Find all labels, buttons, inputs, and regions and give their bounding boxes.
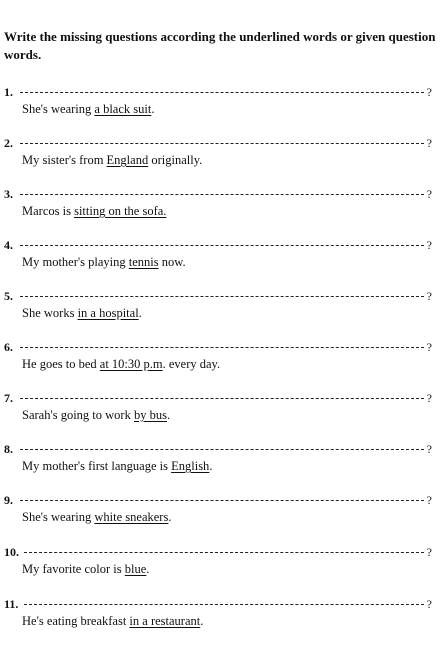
question-mark: ? bbox=[426, 85, 432, 99]
given-sentence bbox=[22, 253, 186, 271]
underlined-words: tennis bbox=[128, 255, 159, 269]
instructions: Write the missing questions according the underlined words or given question words. bbox=[4, 29, 436, 62]
sentence-text-before: She works bbox=[22, 306, 78, 320]
answer-line[interactable] bbox=[4, 492, 432, 508]
answer-line[interactable] bbox=[4, 186, 432, 202]
item-number: 9. bbox=[4, 493, 13, 507]
underlined-words: in a hospital bbox=[77, 306, 139, 320]
underlined-words: England bbox=[106, 153, 149, 167]
question-mark: ? bbox=[426, 442, 432, 456]
answer-line[interactable] bbox=[4, 544, 432, 560]
answer-line[interactable] bbox=[4, 339, 432, 355]
underlined-words: blue bbox=[124, 562, 147, 576]
sentence-text-before: He's eating breakfast bbox=[22, 614, 130, 628]
sentence-text-after: . bbox=[146, 562, 150, 576]
given-sentence bbox=[22, 508, 171, 526]
given-sentence bbox=[22, 457, 212, 475]
sentence-text-after: . bbox=[168, 510, 172, 524]
given-sentence bbox=[22, 406, 170, 424]
item-number: 2. bbox=[4, 136, 13, 150]
item-number: 1. bbox=[4, 85, 13, 99]
answer-blank bbox=[20, 449, 424, 450]
question-item bbox=[4, 135, 432, 175]
answer-blank bbox=[20, 194, 424, 195]
answer-line[interactable] bbox=[4, 390, 432, 406]
answer-blank bbox=[20, 296, 424, 297]
answer-blank bbox=[20, 500, 424, 501]
answer-blank bbox=[20, 143, 424, 144]
question-item bbox=[4, 390, 432, 430]
answer-blank bbox=[20, 92, 424, 93]
question-item bbox=[4, 84, 432, 124]
underlined-words: sitting on the sofa. bbox=[74, 204, 167, 218]
question-mark: ? bbox=[426, 289, 432, 303]
sentence-text-before: Sarah's going to work bbox=[22, 408, 134, 422]
sentence-text-after: now. bbox=[158, 255, 186, 269]
answer-line[interactable] bbox=[4, 596, 432, 612]
question-item bbox=[4, 492, 432, 532]
given-sentence bbox=[22, 355, 220, 373]
question-mark: ? bbox=[426, 493, 432, 507]
question-mark: ? bbox=[426, 597, 432, 611]
answer-line[interactable] bbox=[4, 84, 432, 100]
given-sentence bbox=[22, 560, 149, 578]
answer-line[interactable] bbox=[4, 135, 432, 151]
answer-line[interactable] bbox=[4, 288, 432, 304]
sentence-text-after: . every day. bbox=[162, 357, 221, 371]
answer-line[interactable] bbox=[4, 237, 432, 253]
sentence-text-before: My favorite color is bbox=[22, 562, 125, 576]
question-mark: ? bbox=[426, 545, 432, 559]
answer-blank bbox=[24, 604, 424, 605]
underlined-words: in a restaurant bbox=[129, 614, 201, 628]
sentence-text-after: . bbox=[138, 306, 142, 320]
question-item bbox=[4, 288, 432, 328]
item-number: 11. bbox=[4, 597, 19, 611]
question-item bbox=[4, 544, 432, 584]
sentence-text-before: My mother's first language is bbox=[22, 459, 172, 473]
question-item bbox=[4, 237, 432, 277]
sentence-text-before: Marcos is bbox=[22, 204, 75, 218]
question-item bbox=[4, 441, 432, 481]
question-item bbox=[4, 186, 432, 226]
question-mark: ? bbox=[426, 238, 432, 252]
sentence-text-before: He goes to bed bbox=[22, 357, 100, 371]
item-number: 8. bbox=[4, 442, 13, 456]
item-number: 5. bbox=[4, 289, 13, 303]
given-sentence bbox=[22, 612, 203, 630]
underlined-words: white sneakers bbox=[94, 510, 169, 524]
question-mark: ? bbox=[426, 391, 432, 405]
answer-line[interactable] bbox=[4, 441, 432, 457]
question-item bbox=[4, 339, 432, 379]
question-mark: ? bbox=[426, 187, 432, 201]
item-number: 3. bbox=[4, 187, 13, 201]
item-number: 4. bbox=[4, 238, 13, 252]
sentence-text-after: . bbox=[166, 408, 171, 422]
underlined-words: at 10:30 p.m bbox=[99, 357, 163, 371]
underlined-words: by bus bbox=[133, 408, 167, 422]
question-mark: ? bbox=[426, 136, 432, 150]
answer-blank bbox=[20, 245, 424, 246]
question-mark: ? bbox=[426, 340, 432, 354]
answer-blank bbox=[20, 398, 424, 399]
sentence-text-after: . bbox=[209, 459, 213, 473]
item-number: 7. bbox=[4, 391, 13, 405]
item-number: 6. bbox=[4, 340, 13, 354]
sentence-text-before: My sister's from bbox=[22, 153, 107, 167]
sentence-text-after: originally. bbox=[148, 153, 203, 167]
given-sentence bbox=[22, 202, 166, 220]
sentence-text-before: My mother's playing bbox=[22, 255, 129, 269]
answer-blank bbox=[20, 347, 424, 348]
underlined-words: a black suit bbox=[94, 102, 152, 116]
given-sentence bbox=[22, 100, 154, 118]
item-number: 10. bbox=[4, 545, 19, 559]
answer-blank bbox=[24, 552, 424, 553]
sentence-text-after: . bbox=[200, 614, 204, 628]
given-sentence bbox=[22, 304, 142, 322]
sentence-text-after: . bbox=[151, 102, 155, 116]
question-item bbox=[4, 596, 432, 636]
sentence-text-before: She's wearing bbox=[22, 102, 95, 116]
underlined-words: English bbox=[171, 459, 210, 473]
sentence-text-before: She's wearing bbox=[22, 510, 95, 524]
given-sentence bbox=[22, 151, 202, 169]
